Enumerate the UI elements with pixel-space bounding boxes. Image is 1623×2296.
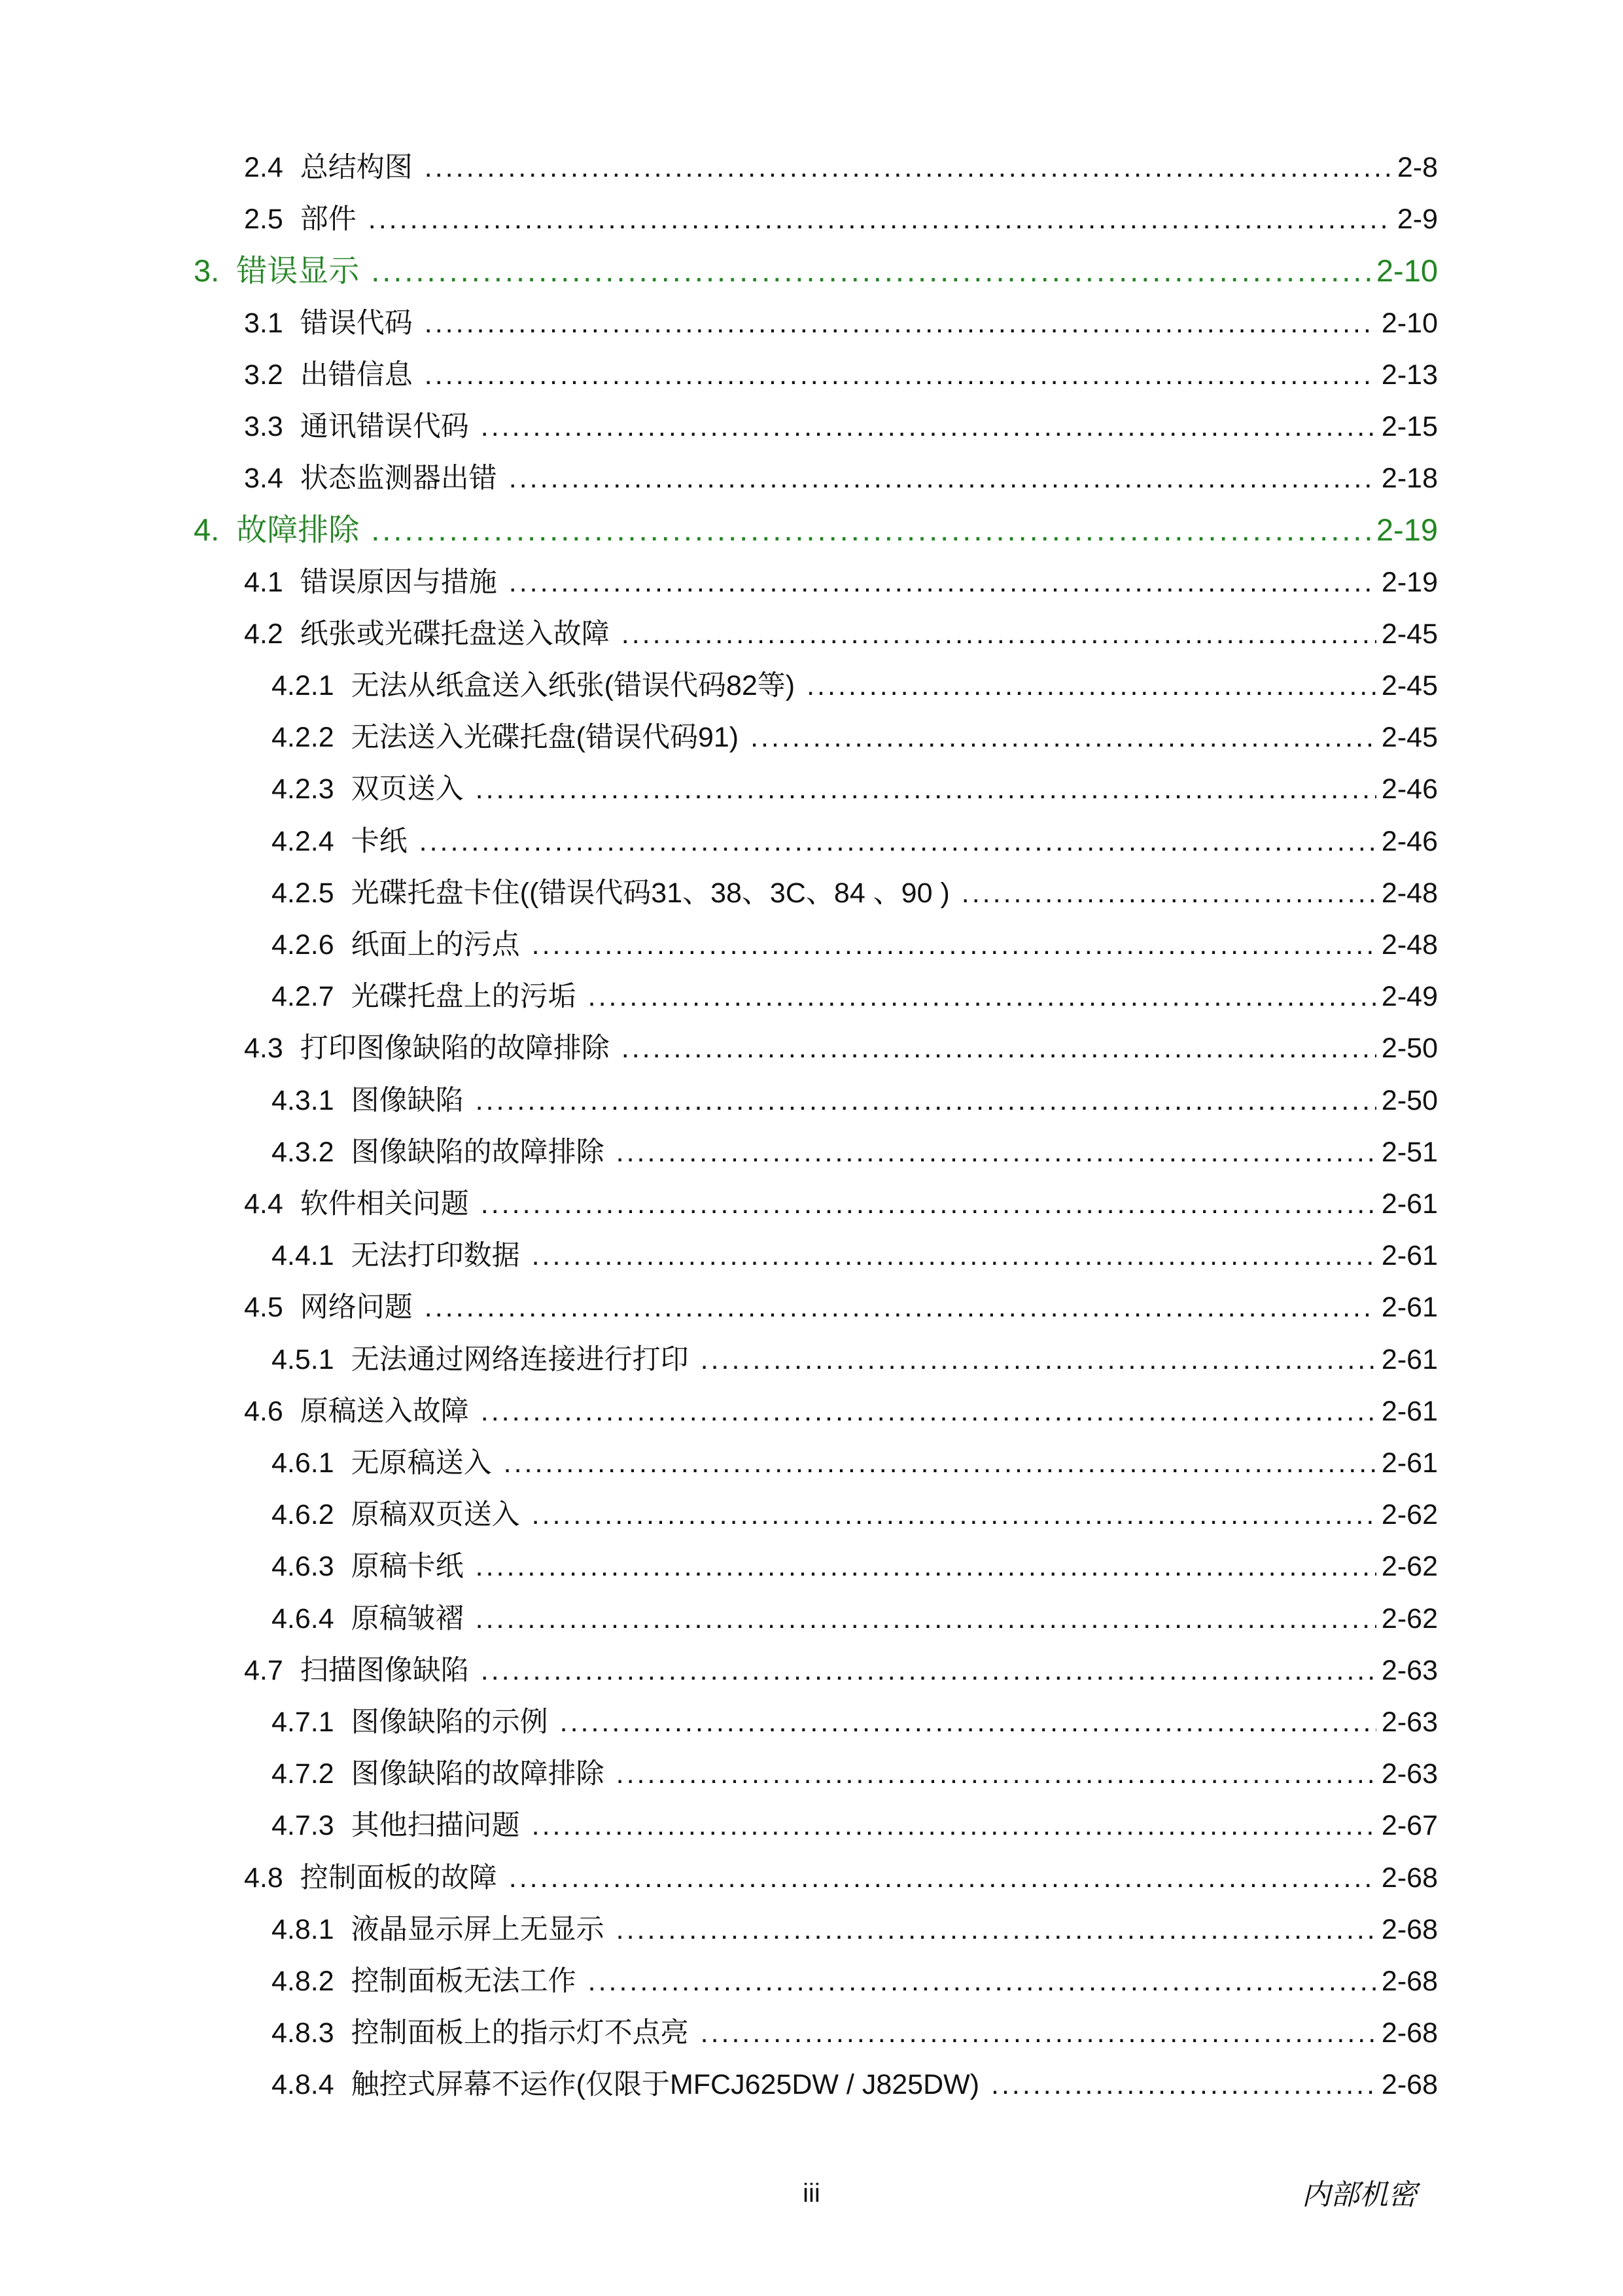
toc-entry-number: 4.2 (244, 618, 283, 650)
toc-dot-leader (504, 1443, 1376, 1483)
toc-dot-leader (616, 1754, 1376, 1793)
toc-entry-number: 4.8.2 (271, 1966, 334, 1997)
toc-entry[interactable] (271, 1495, 1438, 1534)
toc-entry-page: 2-45 (1381, 722, 1438, 754)
toc-entry[interactable] (271, 925, 1438, 964)
toc-entry-page: 2-50 (1381, 1084, 1438, 1116)
toc-dot-leader (701, 2013, 1376, 2053)
toc-entry-number: 4.5.1 (271, 1343, 334, 1375)
toc-entry-title: 出错信息 (300, 359, 413, 391)
toc-entry-title: 原稿送入故障 (300, 1395, 469, 1427)
toc-entry[interactable] (271, 2013, 1438, 2053)
toc-entry[interactable] (244, 304, 1438, 343)
toc-entry-title: 无法打印数据 (351, 1240, 520, 1272)
toc-entry[interactable] (271, 666, 1438, 705)
toc-entry-title: 无法送入光碟托盘(错误代码91) (351, 722, 739, 754)
toc-dot-leader (481, 1651, 1376, 1690)
toc-entry-number: 3. (194, 253, 220, 289)
toc-entry-page: 2-46 (1381, 825, 1438, 857)
toc-entry-number: 4.8.4 (271, 2069, 334, 2101)
toc-entry[interactable] (271, 1236, 1438, 1275)
toc-entry-title: 控制面板无法工作 (351, 1966, 576, 1997)
toc-entry[interactable] (271, 1081, 1438, 1120)
toc-entry-number: 4.2.3 (271, 773, 334, 805)
toc-dot-leader (368, 200, 1392, 239)
toc-entry-number: 4.7.1 (271, 1706, 334, 1738)
toc-entry-number: 4.1 (244, 566, 283, 598)
toc-dot-leader (481, 407, 1376, 446)
toc-entry[interactable] (244, 1858, 1438, 1898)
toc-entry-number: 3.2 (244, 359, 283, 391)
toc-dot-leader (476, 1547, 1376, 1586)
toc-entry-title: 总结构图 (300, 152, 413, 183)
toc-entry-page: 2-61 (1381, 1188, 1438, 1220)
toc-entry-number: 4.3.1 (271, 1084, 334, 1116)
toc-dot-leader (588, 1962, 1376, 2001)
toc-entry-number: 3.4 (244, 463, 283, 495)
toc-dot-leader (532, 1806, 1376, 1845)
toc-dot-leader (371, 251, 1371, 291)
toc-entry-number: 4.6 (244, 1395, 283, 1427)
toc-entry-page: 2-19 (1381, 566, 1438, 598)
toc-entry-title: 纸张或光碟托盘送入故障 (300, 618, 610, 650)
toc-entry-page: 2-15 (1381, 411, 1438, 442)
toc-dot-leader (532, 1495, 1376, 1534)
toc-entry-page: 2-13 (1381, 359, 1438, 391)
toc-entry-number: 4.8 (244, 1862, 283, 1894)
toc-entry-page: 2-63 (1381, 1654, 1438, 1686)
toc-entry[interactable] (271, 1806, 1438, 1845)
toc-entry-number: 4.6.2 (271, 1499, 334, 1531)
toc-entry-title: 软件相关问题 (300, 1188, 469, 1220)
toc-entry-title: 打印图像缺陷的故障排除 (300, 1033, 610, 1065)
toc-entry-title: 图像缺陷 (351, 1084, 464, 1116)
toc-entry-number: 4.8.1 (271, 1913, 334, 1945)
toc-entry[interactable] (271, 977, 1438, 1016)
toc-entry-number: 4.6.4 (271, 1602, 334, 1634)
toc-entry[interactable] (271, 1703, 1438, 1742)
toc-entry[interactable] (271, 822, 1438, 861)
toc-entry-number: 4.2.2 (271, 722, 334, 754)
toc-entry-number: 2.4 (244, 152, 283, 183)
toc-entry-number: 4.3 (244, 1033, 283, 1065)
toc-entry-page: 2-61 (1381, 1292, 1438, 1324)
toc-entry-number: 4. (194, 512, 220, 548)
toc-entry-title: 控制面板上的指示灯不点亮 (351, 2017, 689, 2049)
toc-entry-title: 液晶显示屏上无显示 (351, 1913, 604, 1945)
toc-entry-page: 2-46 (1381, 773, 1438, 805)
toc-dot-leader (532, 925, 1376, 964)
toc-entry-page: 2-62 (1381, 1499, 1438, 1531)
toc-entry-title: 图像缺陷的故障排除 (351, 1758, 604, 1790)
toc-dot-leader (621, 1029, 1376, 1068)
toc-entry-page: 2-18 (1381, 463, 1438, 495)
toc-entry-page: 2-62 (1381, 1602, 1438, 1634)
toc-entry-title: 错误显示 (236, 253, 360, 289)
toc-entry-title: 部件 (300, 203, 357, 236)
toc-entry-number: 4.7.2 (271, 1758, 334, 1790)
toc-entry[interactable] (271, 1547, 1438, 1586)
toc-entry[interactable] (271, 718, 1438, 757)
toc-entry-page: 2-68 (1381, 2069, 1438, 2101)
toc-entry-number: 3.1 (244, 307, 283, 339)
toc-entry[interactable] (194, 510, 1438, 550)
toc-entry-title: 通讯错误代码 (300, 411, 469, 442)
toc-dot-leader (616, 1910, 1376, 1949)
toc-dot-leader (476, 1081, 1376, 1120)
toc-entry[interactable] (244, 459, 1438, 498)
toc-entry-page: 2-45 (1381, 618, 1438, 650)
toc-entry[interactable] (244, 1029, 1438, 1068)
toc-dot-leader (588, 977, 1376, 1016)
toc-dot-leader (807, 666, 1376, 705)
toc-entry[interactable] (244, 1392, 1438, 1431)
toc-entry-page: 2-61 (1381, 1395, 1438, 1427)
toc-entry-title: 状态监测器出错 (300, 463, 497, 495)
toc-entry-page: 2-63 (1381, 1706, 1438, 1738)
toc-entry-title: 扫描图像缺陷 (300, 1654, 469, 1686)
toc-entry-number: 2.5 (244, 203, 283, 236)
toc-entry-title: 无法通过网络连接进行打印 (351, 1343, 689, 1375)
toc-entry-number: 3.3 (244, 411, 283, 442)
toc-entry-page: 2-61 (1381, 1343, 1438, 1375)
toc-entry[interactable] (244, 148, 1438, 187)
toc-dot-leader (371, 510, 1371, 550)
toc-dot-leader (509, 1858, 1376, 1898)
toc-entry-number: 4.3.2 (271, 1136, 334, 1168)
toc-entry-page: 2-9 (1397, 203, 1438, 236)
toc-entry-title: 双页送入 (351, 773, 464, 805)
toc-entry-title: 光碟托盘上的污垢 (351, 981, 576, 1013)
toc-entry-title: 错误原因与措施 (300, 566, 497, 598)
toc-entry-page: 2-10 (1376, 253, 1438, 289)
toc-entry-page: 2-19 (1376, 512, 1438, 548)
toc-entry-page: 2-67 (1381, 1810, 1438, 1842)
toc-entry[interactable] (271, 1754, 1438, 1793)
toc-dot-leader (621, 614, 1376, 654)
toc-dot-leader (701, 1340, 1376, 1379)
toc-entry-number: 4.2.5 (271, 877, 334, 909)
toc-entry-page: 2-48 (1381, 929, 1438, 961)
toc-entry[interactable] (271, 769, 1438, 809)
toc-entry[interactable] (244, 200, 1438, 239)
toc-entry-page: 2-10 (1381, 307, 1438, 339)
toc-dot-leader (509, 563, 1376, 602)
toc-dot-leader (750, 718, 1376, 757)
toc-dot-leader (425, 1288, 1376, 1327)
toc-entry[interactable] (271, 1910, 1438, 1949)
toc-entry-page: 2-68 (1381, 1913, 1438, 1945)
toc-entry[interactable] (271, 1133, 1438, 1172)
toc-dot-leader (509, 459, 1376, 498)
toc-dot-leader (481, 1184, 1376, 1224)
toc-entry-number: 4.4.1 (271, 1240, 334, 1272)
toc-dot-leader (991, 2065, 1376, 2104)
toc-entry-title: 无法从纸盒送入纸张(错误代码82等) (351, 670, 795, 701)
toc-entry-number: 4.7.3 (271, 1810, 334, 1842)
toc-entry-title: 错误代码 (300, 307, 413, 339)
toc-entry-number: 4.8.3 (271, 2017, 334, 2049)
toc-entry-title: 卡纸 (351, 825, 408, 857)
toc-entry[interactable] (271, 1340, 1438, 1379)
toc-entry[interactable] (244, 563, 1438, 602)
toc-dot-leader (532, 1236, 1376, 1275)
toc-entry[interactable] (271, 1962, 1438, 2001)
toc-entry-title: 其他扫描问题 (351, 1810, 520, 1842)
toc-dot-leader (616, 1133, 1376, 1172)
toc-entry-number: 4.2.6 (271, 929, 334, 961)
toc-entry-page: 2-8 (1397, 152, 1438, 183)
toc-entry-title: 控制面板的故障 (300, 1862, 497, 1894)
toc-entry-title: 网络问题 (300, 1292, 413, 1324)
toc-entry-number: 4.2.4 (271, 825, 334, 857)
toc-entry-page: 2-51 (1381, 1136, 1438, 1168)
toc-entry-number: 4.6.3 (271, 1551, 334, 1583)
toc-entry-title: 原稿卡纸 (351, 1551, 464, 1583)
toc-entry[interactable] (244, 355, 1438, 395)
toc-dot-leader (425, 148, 1392, 187)
confidential-mark: 内部机密 (1302, 2179, 1417, 2211)
toc-entry-title: 原稿皱褶 (351, 1602, 464, 1634)
toc-entry[interactable] (194, 251, 1438, 291)
toc-entry-page: 2-62 (1381, 1551, 1438, 1583)
toc-entry[interactable] (244, 1288, 1438, 1327)
toc-entry-page: 2-49 (1381, 981, 1438, 1013)
toc-dot-leader (419, 822, 1376, 861)
toc-entry-page: 2-63 (1381, 1758, 1438, 1790)
toc-dot-leader (962, 874, 1376, 913)
toc-entry[interactable] (271, 874, 1438, 913)
toc-entry-number: 4.6.1 (271, 1447, 334, 1479)
toc-entry-page: 2-61 (1381, 1447, 1438, 1479)
toc-entry-number: 4.7 (244, 1654, 283, 1686)
toc-entry-page: 2-48 (1381, 877, 1438, 909)
toc-entry-title: 图像缺陷的示例 (351, 1706, 548, 1738)
toc-entry[interactable] (271, 1443, 1438, 1483)
toc-dot-leader (476, 769, 1376, 809)
toc-dot-leader (425, 304, 1376, 343)
toc-entry-page: 2-68 (1381, 2017, 1438, 2049)
toc-entry-title: 触控式屏幕不运作(仅限于MFCJ625DW / J825DW) (351, 2069, 980, 2101)
toc-entry-number: 4.2.1 (271, 670, 334, 701)
toc-entry-title: 光碟托盘卡住((错误代码31、38、3C、84 、90 ) (351, 877, 950, 909)
toc-entry[interactable] (244, 614, 1438, 654)
toc-entry[interactable] (244, 1184, 1438, 1224)
toc-entry[interactable] (244, 407, 1438, 446)
toc-entry-page: 2-68 (1381, 1966, 1438, 1997)
toc-dot-leader (425, 355, 1376, 395)
toc-entry-number: 4.4 (244, 1188, 283, 1220)
toc-entry-title: 图像缺陷的故障排除 (351, 1136, 604, 1168)
toc-entry-title: 原稿双页送入 (351, 1499, 520, 1531)
toc-entry-page: 2-50 (1381, 1033, 1438, 1065)
toc-entry[interactable] (271, 1599, 1438, 1638)
toc-entry[interactable] (244, 1651, 1438, 1690)
toc-entry-number: 4.2.7 (271, 981, 334, 1013)
toc-entry-page: 2-45 (1381, 670, 1438, 701)
toc-entry-number: 4.5 (244, 1292, 283, 1324)
toc-entry-page: 2-68 (1381, 1862, 1438, 1894)
toc-entry[interactable] (271, 2065, 1438, 2104)
toc-entry-title: 纸面上的污点 (351, 929, 520, 961)
page-number: iii (803, 2179, 820, 2208)
toc-entry-page: 2-61 (1381, 1240, 1438, 1272)
toc-dot-leader (481, 1392, 1376, 1431)
toc-entry-title: 故障排除 (236, 512, 360, 548)
toc-dot-leader (476, 1599, 1376, 1638)
toc-dot-leader (560, 1703, 1376, 1742)
toc-entry-title: 无原稿送入 (351, 1447, 492, 1479)
